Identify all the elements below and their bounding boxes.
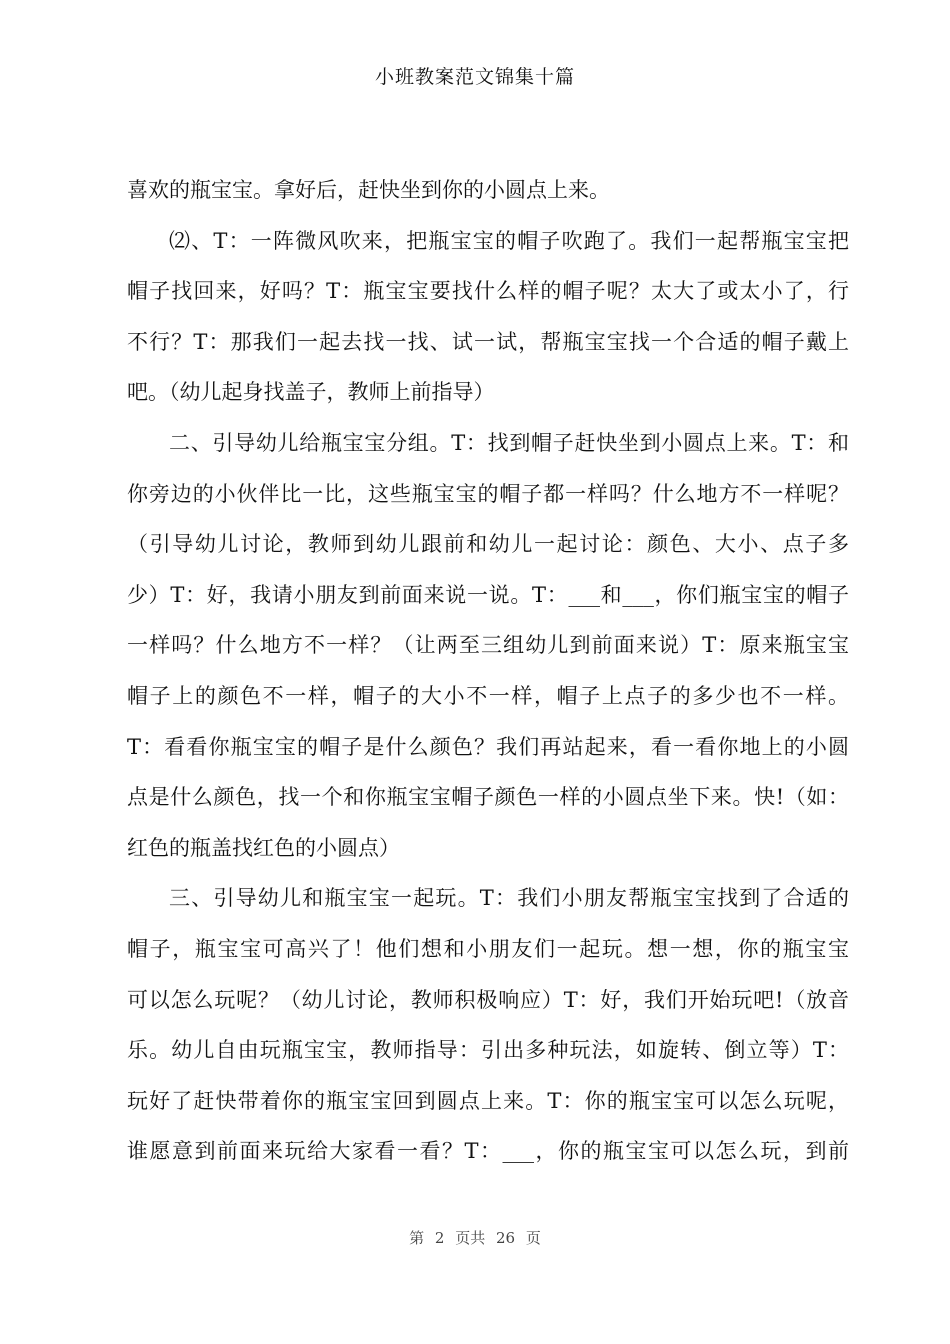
text-line: 你旁边的小伙伴比一比，这些瓶宝宝的帽子都一样吗？什么地方不一样呢？ xyxy=(127,481,849,506)
document-body xyxy=(127,165,849,1177)
text-line: 一样吗？什么地方不一样？（让两至三组幼儿到前面来说）T：原来瓶宝宝 xyxy=(127,633,849,658)
text-line: （引导幼儿讨论，教师到幼儿跟前和幼儿一起讨论：颜色、大小、点子多 xyxy=(127,532,849,557)
text-line: 喜欢的瓶宝宝。拿好后，赶快坐到你的小圆点上来。 xyxy=(127,178,610,202)
text-line: 二、引导幼儿给瓶宝宝分组。T：找到帽子赶快坐到小圆点上来。T：和 xyxy=(169,430,849,455)
text-line: 乐。幼儿自由玩瓶宝宝，教师指导：引出多种玩法，如旋转、倒立等）T： xyxy=(127,1038,849,1063)
text-line: 三、引导幼儿和瓶宝宝一起玩。T：我们小朋友帮瓶宝宝找到了合适的 xyxy=(169,886,849,911)
text-line: 不行？T：那我们一起去找一找、试一试，帮瓶宝宝找一个合适的帽子戴上 xyxy=(127,329,849,354)
text-line: 少）T：好，我请小朋友到前面来说一说。T：___和___，你们瓶宝宝的帽子 xyxy=(127,582,849,607)
text-line: 红色的瓶盖找红色的小圆点） xyxy=(127,835,400,860)
text-line: T：看看你瓶宝宝的帽子是什么颜色？我们再站起来，看一看你地上的小圆 xyxy=(127,734,849,759)
text-line: 点是什么颜色，找一个和你瓶宝宝帽子颜色一样的小圆点坐下来。快!（如： xyxy=(127,785,849,810)
text-line: 吧。（幼儿起身找盖子，教师上前指导） xyxy=(127,380,495,405)
text-line: 谁愿意到前面来玩给大家看一看？T：___，你的瓶宝宝可以怎么玩，到前 xyxy=(127,1139,849,1164)
text-line: 帽子找回来，好吗？T：瓶宝宝要找什么样的帽子呢？太大了或太小了，行 xyxy=(127,279,849,304)
page-title: 小班教案范文锦集十篇 xyxy=(374,66,575,88)
text-line: 帽子上的颜色不一样，帽子的大小不一样，帽子上点子的多少也不一样。 xyxy=(127,683,849,708)
text-line: 玩好了赶快带着你的瓶宝宝回到圆点上来。T：你的瓶宝宝可以怎么玩呢， xyxy=(127,1088,849,1113)
text-line: 帽子，瓶宝宝可高兴了！他们想和小朋友们一起玩。想一想，你的瓶宝宝 xyxy=(127,936,849,961)
page-number: 第 2 页共 26 页 xyxy=(409,1229,541,1247)
text-line: ⑵、T：一阵微风吹来，把瓶宝宝的帽子吹跑了。我们一起帮瓶宝宝把 xyxy=(169,228,849,253)
text-line: 可以怎么玩呢？（幼儿讨论，教师积极响应）T：好，我们开始玩吧!（放音 xyxy=(127,987,849,1012)
